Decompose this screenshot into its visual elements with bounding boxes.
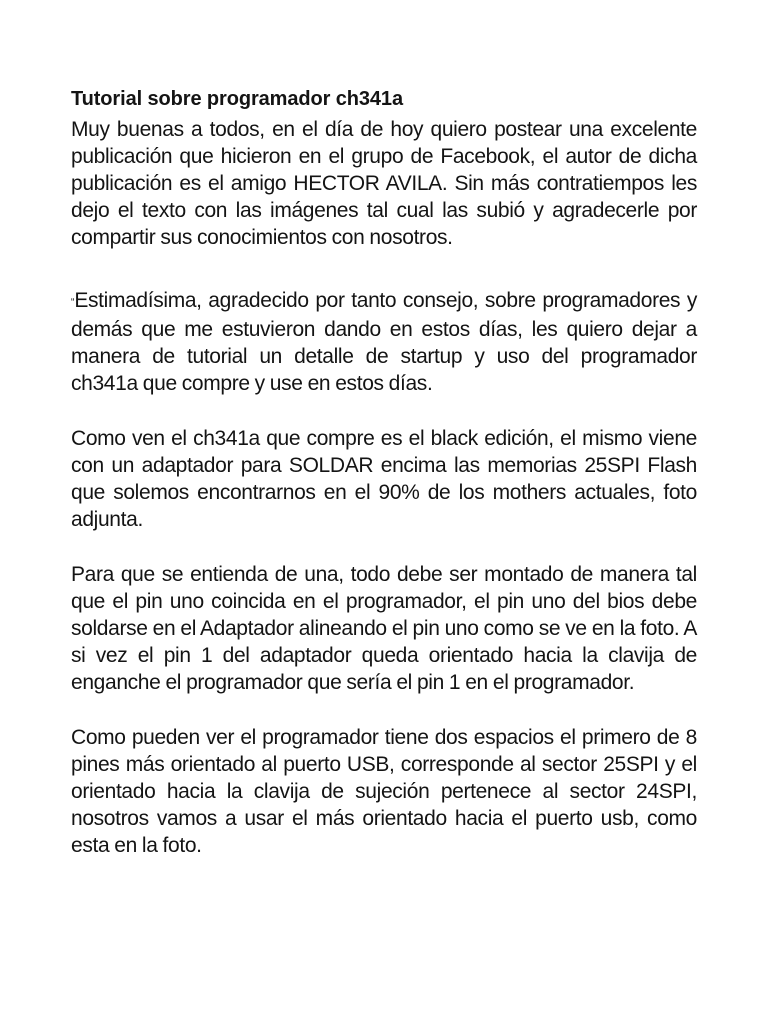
- document-title: Tutorial sobre programador ch341a: [71, 88, 403, 110]
- paragraph-programmer-slots: Como pueden ver el programador tiene dos espacios el primero de 8 pines más orientado al puerto USB, corresponde al sector 25SPI y el orientado hacia la clavija de sujeción pertenece al sector 24SPI, nosotros vamos a usar el más orientado hacia el puerto usb, como esta en la foto.: [71, 726, 697, 857]
- paragraph-quote-start: [71, 287, 697, 397]
- paragraph-pin-alignment: Para que se entienda de una, todo debe ser montado de manera tal que el pin uno coincida en el programador, el pin uno del bios debe soldarse en el Adaptador alineando el pin uno como se ve en la foto. A si vez el pin 1 del adaptador queda orientado hacia la clavija de enganche el programador que sería el pin 1 en el programador.: [71, 563, 697, 694]
- opening-quote-mark: “: [71, 297, 75, 308]
- paragraph-quote-text: Estimadísima, agradecido por tanto consejo, sobre programadores y demás que me estuvieron dando en estos días, les quiero dejar a manera de tutorial un detalle de startup y uso del programador ch341a que compre y use en estos días.: [71, 289, 697, 395]
- document-page: [71, 86, 697, 859]
- paragraph-black-edition: Como ven el ch341a que compre es el black edición, el mismo viene con un adaptador para SOLDAR encima las memorias 25SPI Flash que solemos encontrarnos en el 90% de los mothers actuales, foto adjunta.: [71, 427, 697, 531]
- paragraph-intro: Muy buenas a todos, en el día de hoy quiero postear una excelente publicación que hicieron en el grupo de Facebook, el autor de dicha publicación es el amigo HECTOR AVILA. Sin más contratiempos les dejo el texto con las imágenes tal cual las subió y agradecerle por compartir sus conocimientos con nosotros.: [71, 118, 697, 249]
